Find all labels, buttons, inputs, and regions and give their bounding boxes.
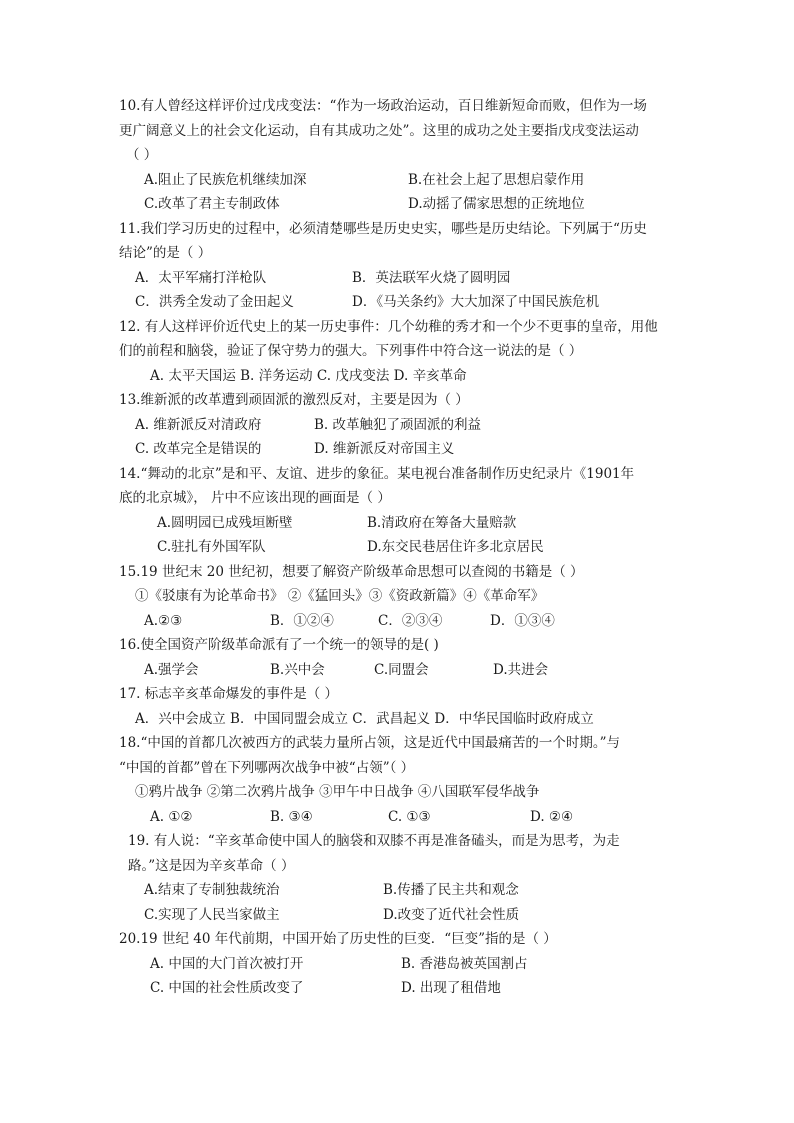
q12-stem-line1: 12. 有人这样评价近代史上的某一历史事件：几个幼稚的秀才和一个少不更事的皇帝，用他 [119, 319, 658, 335]
q20-option-c: C. 中国的社会性质改变了 [150, 980, 304, 996]
q18-stem-line3: ①鸦片战争 ②第二次鸦片战争 ③甲午中日战争 ④八国联军侵华战争 [135, 784, 540, 800]
q14-option-c: C.驻扎有外国军队 [157, 539, 266, 555]
q19-option-d: D.改变了近代社会性质 [383, 907, 520, 923]
q18-stem-line1: 18.“中国的首都几次被西方的武装力量所占领，这是近代中国最痛苦的一个时期。”与 [119, 735, 621, 751]
q19-option-c: C.实现了人民当家做主 [144, 907, 280, 923]
q15-option-c: C．②③④ [378, 613, 443, 629]
q15-stem-line1: 15.19 世纪末 20 世纪初，想要了解资产阶级革命思想可以查阅的书籍是（ ） [119, 564, 584, 580]
q13-stem-line1: 13.维新派的改革遭到顽固派的激烈反对，主要是因为（ ） [119, 392, 469, 408]
q10-stem-line1: 10.有人曾经这样评价过戊戌变法：“作为一场政治运动，百日维新短命而败，但作为一场 [119, 98, 647, 114]
q14-option-a: A.圆明园已成残垣断壁 [157, 515, 293, 531]
q19-stem-line1: 19. 有人说：“辛亥革命使中国人的脑袋和双膝不再是准备磕头，而是为思考，为走 [128, 833, 620, 849]
q12-stem-line2: 们的前程和脑袋，验证了保守势力的强大。下列事件中符合这一说法的是（ ） [119, 343, 583, 359]
q13-option-c: C. 改革完全是错误的 [135, 441, 262, 457]
q13-option-a: A. 维新派反对清政府 [135, 417, 262, 433]
q16-option-a: A.强学会 [144, 662, 199, 678]
q10-option-c: C.改革了君主专制政体 [144, 196, 280, 212]
q17-stem-line1: 17. 标志辛亥革命爆发的事件是（ ） [119, 686, 339, 702]
q15-option-d: D．①③④ [490, 613, 555, 629]
q14-option-d: D.东交民巷居住许多北京居民 [367, 539, 544, 555]
q18-option-b: B. ③④ [270, 809, 313, 825]
q15-stem-line2: ①《驳康有为论革命书》 ②《猛回头》③《资政新篇》④《革命军》 [135, 588, 545, 604]
q17-options: A．兴中会成立 B．中国同盟会成立 C．武昌起义 D．中华民国临时政府成立 [135, 711, 594, 727]
q15-option-a: A.②③ [144, 613, 183, 629]
q19-option-b: B.传播了民主共和观念 [383, 882, 519, 898]
q20-option-b: B. 香港岛被英国割占 [401, 956, 528, 972]
q16-option-d: D.共进会 [493, 662, 549, 678]
q18-option-d: D. ②④ [530, 809, 574, 825]
q10-answer-blank: （ ） [126, 147, 158, 163]
q19-option-a: A.结束了专制独裁统治 [144, 882, 280, 898]
q20-option-d: D. 出现了租借地 [401, 980, 501, 996]
q13-option-b: B. 改革触犯了顽固派的利益 [314, 417, 482, 433]
q20-stem-line1: 20.19 世纪 40 年代前期，中国开始了历史性的巨变．“巨变”指的是（ ） [119, 931, 557, 947]
q13-option-d: D. 维新派反对帝国主义 [314, 441, 455, 457]
q11-stem-line1: 11.我们学习历史的过程中，必须清楚哪些是历史史实，哪些是历史结论。下列属于“历史 [119, 221, 647, 237]
q10-option-a: A.阻止了民族危机继续加深 [144, 172, 307, 188]
q15-option-b: B．①②④ [270, 613, 334, 629]
q10-option-b: B.在社会上起了思想启蒙作用 [408, 172, 585, 188]
q18-option-c: C. ①③ [388, 809, 431, 825]
q16-option-b: B.兴中会 [270, 662, 325, 678]
q11-option-a: A．太平军痛打洋枪队 [135, 270, 267, 286]
q10-stem-line2: 更广阔意义上的社会文化运动，自有其成功之处”。这里的成功之处主要指戊戌变法运动 [119, 123, 639, 139]
q20-option-a: A. 中国的大门首次被打开 [150, 956, 304, 972]
q14-stem-line1: 14.“舞动的北京”是和平、友谊、进步的象征。某电视台准备制作历史纪录片《1901年 [119, 466, 635, 482]
q14-option-b: B.清政府在筹备大量赔款 [367, 515, 517, 531]
q14-stem-line2: 底的北京城》， 片中不应该出现的画面是（ ） [119, 490, 391, 506]
q11-option-b: B．英法联军火烧了圆明园 [352, 270, 511, 286]
q18-option-a: A. ①② [150, 809, 193, 825]
q12-options: A. 太平天国运 B. 洋务运动 C. 戊戌变法 D. 辛亥革命 [150, 368, 467, 384]
q10-option-d: D.动摇了儒家思想的正统地位 [408, 196, 585, 212]
q11-option-c: C．洪秀全发动了金田起义 [135, 294, 294, 310]
q19-stem-line2: 路。”这是因为辛亥革命（ ） [128, 858, 295, 874]
q16-stem-line1: 16.使全国资产阶级革命派有了一个统一的领导的是( ) [119, 637, 439, 653]
q11-stem-line2: 结论”的是（ ） [119, 245, 212, 261]
q11-option-d: D．《马关条约》大大加深了中国民族危机 [352, 294, 600, 310]
q18-stem-line2: “中国的首都”曾在下列哪两次战争中被“占领”（ ） [119, 760, 415, 776]
q16-option-c: C.同盟会 [374, 662, 429, 678]
